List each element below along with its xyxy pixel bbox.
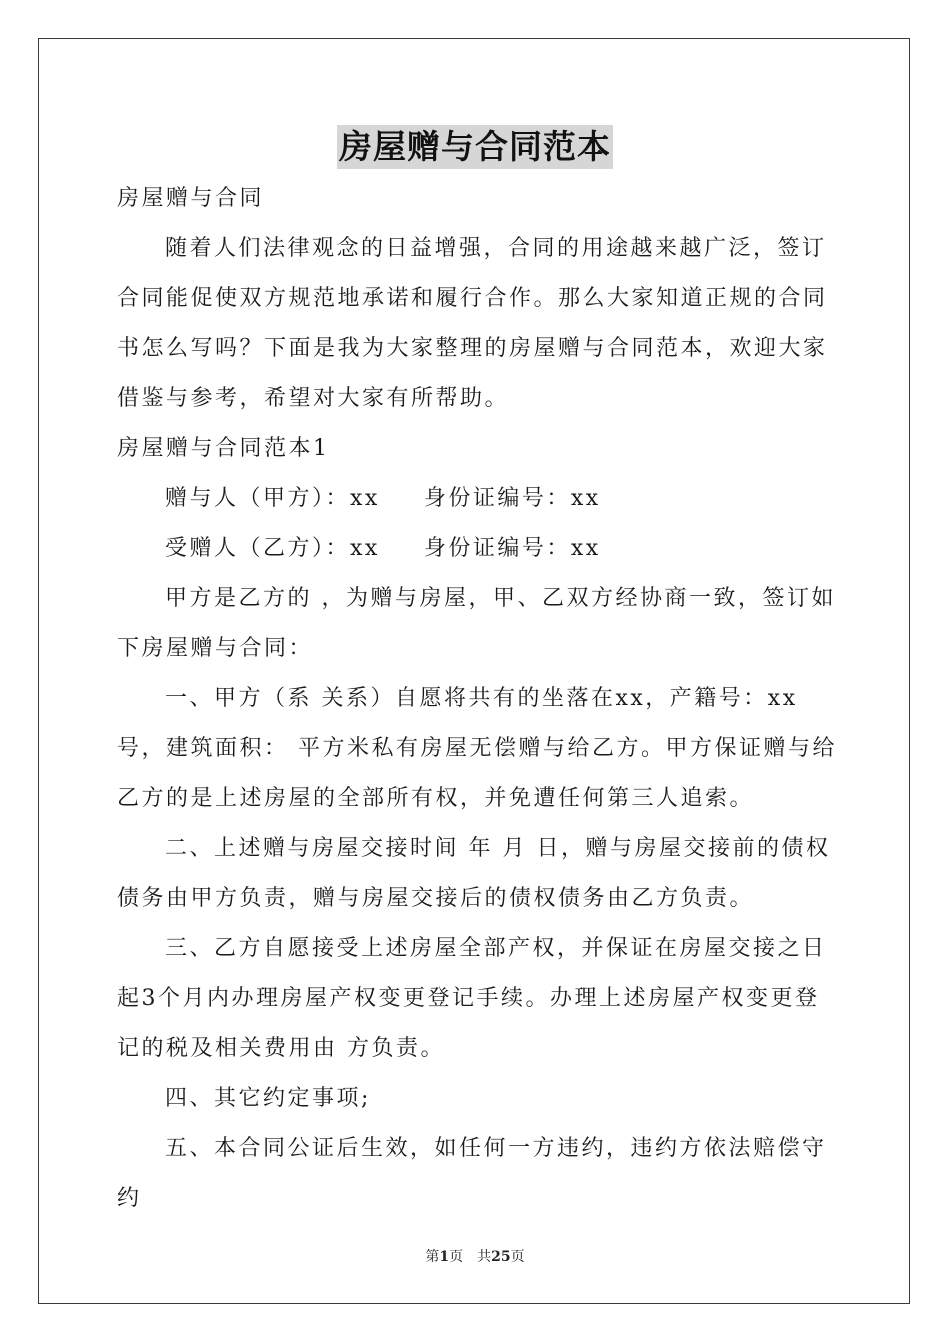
document-title: 房屋赠与合同范本 (337, 125, 613, 169)
donee-id-label: 身份证编号：xx (423, 536, 601, 561)
donor-line (117, 474, 837, 524)
clause-1: 一、甲方（系 关系）自愿将共有的坐落在xx，产籍号：xx 号，建筑面积： 平方米私有房屋无偿赠与给乙方。甲方保证赠与给乙方的是上述房屋的全部所有权，并免遭任何第三人追索。 (117, 686, 837, 811)
document-body (117, 174, 837, 1224)
page-footer (0, 1246, 950, 1266)
page-total: 25 (491, 1249, 511, 1265)
clause-3: 三、乙方自愿接受上述房屋全部产权，并保证在房屋交接之日起3个月内办理房屋产权变更登记手续。办理上述房屋产权变更登记的税及相关费用由 方负责。 (117, 936, 827, 1061)
document-subtitle: 房屋赠与合同 (117, 186, 265, 211)
total-suffix: 页 (510, 1249, 525, 1265)
title-container (0, 125, 950, 169)
donee-label: 受赠人（乙方）：xx (165, 536, 380, 561)
page-mid: 页 (449, 1249, 464, 1265)
clause-5: 五、本合同公证后生效，如任何一方违约，违约方依法赔偿守约 (117, 1136, 827, 1211)
clause-2: 二、上述赠与房屋交接时间 年 月 日，赠与房屋交接前的债权债务由甲方负责，赠与房屋交接后的债权债务由乙方负责。 (117, 836, 831, 911)
page-current: 1 (439, 1249, 450, 1265)
donor-id-label: 身份证编号：xx (423, 486, 601, 511)
donee-line (117, 524, 837, 574)
section-heading: 房屋赠与合同范本1 (117, 436, 330, 461)
intro-paragraph: 随着人们法律观念的日益增强，合同的用途越来越广泛，签订合同能促使双方规范地承诺和履行合作。那么大家知道正规的合同书怎么写吗？下面是我为大家整理的房屋赠与合同范本，欢迎大家借鉴与参考，希望对大家有所帮助。 (117, 236, 828, 411)
total-prefix: 共 (477, 1249, 492, 1265)
clause-4: 四、其它约定事项; (165, 1086, 371, 1111)
page-prefix: 第 (425, 1249, 440, 1265)
donor-label: 赠与人（甲方）：xx (165, 486, 380, 511)
preamble-paragraph: 甲方是乙方的 ，为赠与房屋，甲、乙双方经协商一致，签订如下房屋赠与合同： (117, 586, 836, 661)
